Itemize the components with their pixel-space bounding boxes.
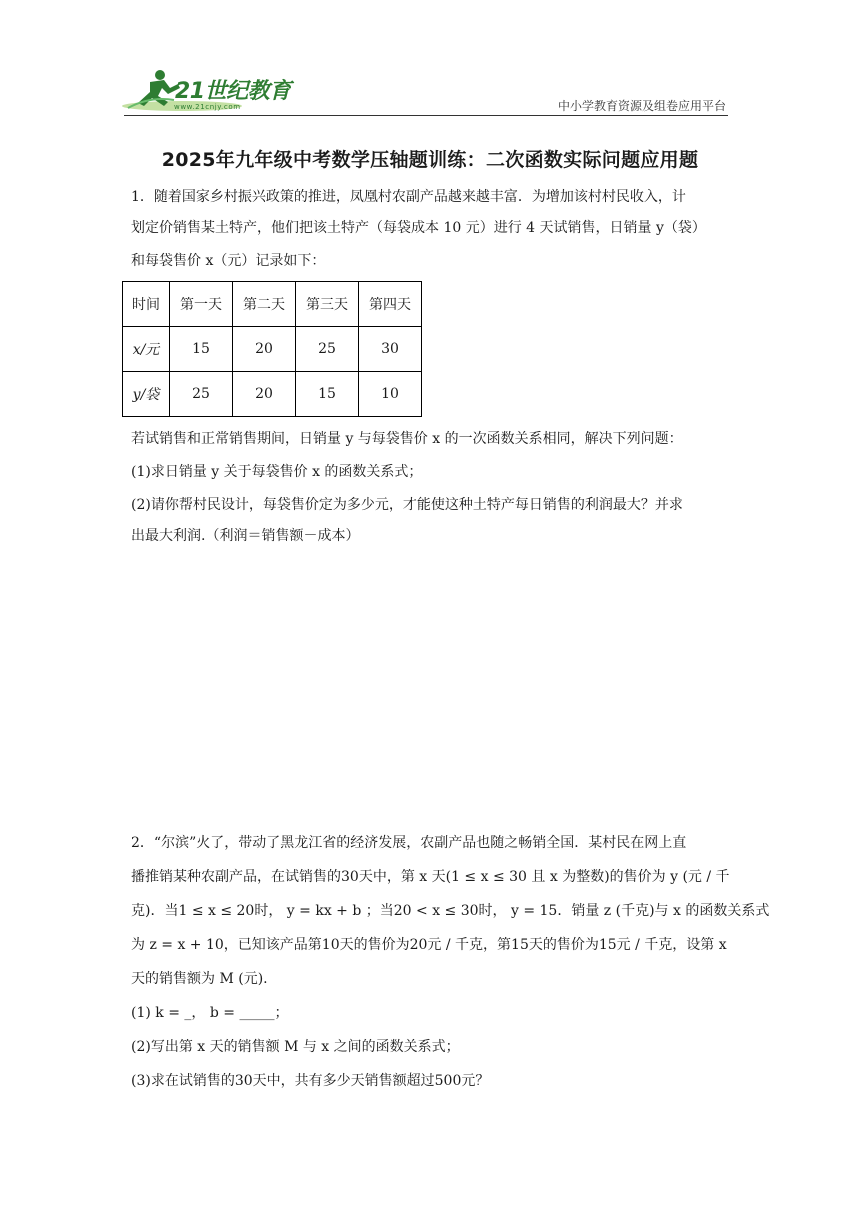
page-title: 2025年九年级中考数学压轴题训练：二次函数实际问题应用题 [161,149,699,171]
table-cell: 第三天 [296,282,359,327]
logo-url: www.21cnjy.com [174,103,241,111]
q2-part-3: (3)求在试销售的30天中，共有多少天销售额超过500元？ [131,1073,490,1089]
q1-condition: 若试销售和正常销售期间，日销量 y 与每袋售价 x 的一次函数关系相同，解决下列问题： [131,431,683,447]
table-row [123,282,422,327]
table-cell: 20 [233,372,296,417]
logo-text: 21世纪教育 [175,79,291,104]
q1-line-1: 1．随着国家乡村振兴政策的推进，凤凰村农副产品越来越丰富．为增加该村村民收入，计 [131,189,686,205]
q1-part-2b: 出最大利润.（利润＝销售额－成本） [131,528,360,544]
table-cell: 10 [359,372,422,417]
table-cell: x/元 [123,327,170,372]
table-cell: 25 [296,327,359,372]
q2-line-3: 克)．当1 ≤ x ≤ 20时， y = kx + b ；当20 < x ≤ 30时， y = 15．销量 z (千克)与 x 的函数关系式 [131,903,770,919]
platform-name: 中小学教育资源及组卷应用平台 [557,99,726,113]
q2-line-2: 播推销某种农副产品，在试销售的30天中，第 x 天(1 ≤ x ≤ 30 且 x 为整数)的售价为 y (元 / 千 [131,869,730,885]
table-cell: y/袋 [123,372,170,417]
table-cell: 15 [170,327,233,372]
table-row [123,372,422,417]
table-cell: 第二天 [233,282,296,327]
q1-part-1: (1)求日销量 y 关于每袋售价 x 的函数关系式； [131,464,423,480]
table-cell: 第一天 [170,282,233,327]
table-cell: 20 [233,327,296,372]
q2-line-5: 天的销售额为 M (元). [131,971,268,987]
q2-line-1: 2．“尔滨”火了，带动了黑龙江省的经济发展，农副产品也随之畅销全国．某村民在网上直 [131,835,687,851]
q2-line-4: 为 z = x + 10，已知该产品第10天的售价为20元 / 千克，第15天的售价为15元 / 千克，设第 x [131,937,727,953]
table-cell: 时间 [123,282,170,327]
header-divider [124,115,728,116]
q1-line-2: 划定价销售某土特产，他们把该土特产（每袋成本 10 元）进行 4 天试销售，日销量 y（袋） [131,220,706,236]
table-cell: 25 [170,372,233,417]
q2-part-1: (1) k = _， b = _____； [131,1005,289,1021]
table-cell: 第四天 [359,282,422,327]
table-row [123,327,422,372]
q1-part-2a: (2)请你帮村民设计，每袋售价定为多少元，才能使这种土特产每日销售的利润最大？并求 [131,497,683,513]
q2-part-2: (2)写出第 x 天的销售额 M 与 x 之间的函数关系式； [131,1039,460,1055]
table-cell: 30 [359,327,422,372]
q1-data-table [122,281,422,417]
q1-line-3: 和每袋售价 x（元）记录如下： [131,253,326,269]
table-cell: 15 [296,372,359,417]
